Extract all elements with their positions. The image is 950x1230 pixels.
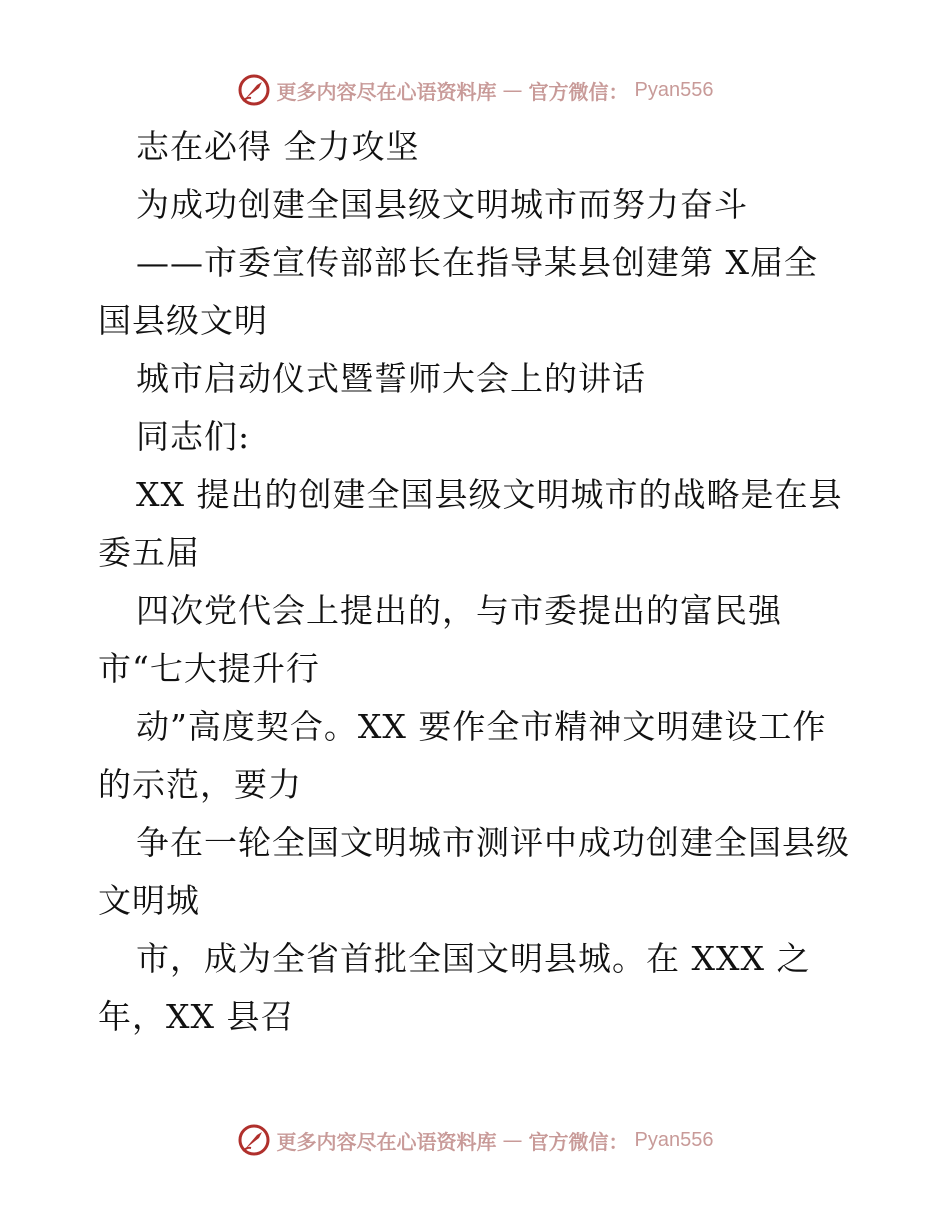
footer-watermark — [0, 1120, 950, 1160]
doc-line: 争在一轮全国文明城市测评中成功创建全国县级 — [136, 823, 850, 862]
doc-line: 国县级文明 — [98, 301, 268, 340]
doc-line: 志在必得 全力攻坚 — [136, 127, 420, 166]
watermark-prefix: 更多内容尽在心语资料库 — [276, 1129, 497, 1154]
doc-line: 文明城 — [98, 881, 200, 920]
doc-line: 市，成为全省首批全国文明县城。在 XXX 之 — [136, 939, 811, 978]
doc-line: 委五届 — [98, 533, 200, 572]
doc-line: 四次党代会上提出的，与市委提出的富民强 — [136, 591, 782, 630]
doc-line: 动”高度契合。XX 要作全市精神文明建设工作 — [136, 707, 827, 746]
doc-line: 年，XX 县召 — [98, 997, 295, 1036]
watermark-separator: — — [502, 1128, 523, 1152]
watermark-suffix: 官方微信： — [528, 79, 629, 104]
watermark-separator: — — [502, 78, 523, 102]
pen-logo-icon — [237, 1123, 271, 1157]
header-watermark — [0, 70, 950, 110]
doc-line: ——市委宣传部部长在指导某县创建第 X届全 — [136, 243, 818, 282]
doc-line: 为成功创建全国县级文明城市而努力奋斗 — [136, 185, 748, 224]
watermark-wechat-id: Pyan556 — [634, 78, 714, 101]
doc-line: 市“七大提升行 — [98, 649, 320, 688]
doc-line: 城市启动仪式暨誓师大会上的讲话 — [136, 359, 646, 398]
watermark-prefix: 更多内容尽在心语资料库 — [276, 79, 497, 104]
doc-line: XX 提出的创建全国县级文明城市的战略是在县 — [136, 475, 843, 514]
watermark-wechat-id: Pyan556 — [634, 1128, 714, 1151]
document-body — [98, 118, 858, 1046]
doc-line: 的示范，要力 — [98, 765, 302, 804]
pen-logo-icon — [237, 73, 271, 107]
watermark-suffix: 官方微信： — [528, 1129, 629, 1154]
doc-line: 同志们: — [136, 417, 251, 456]
